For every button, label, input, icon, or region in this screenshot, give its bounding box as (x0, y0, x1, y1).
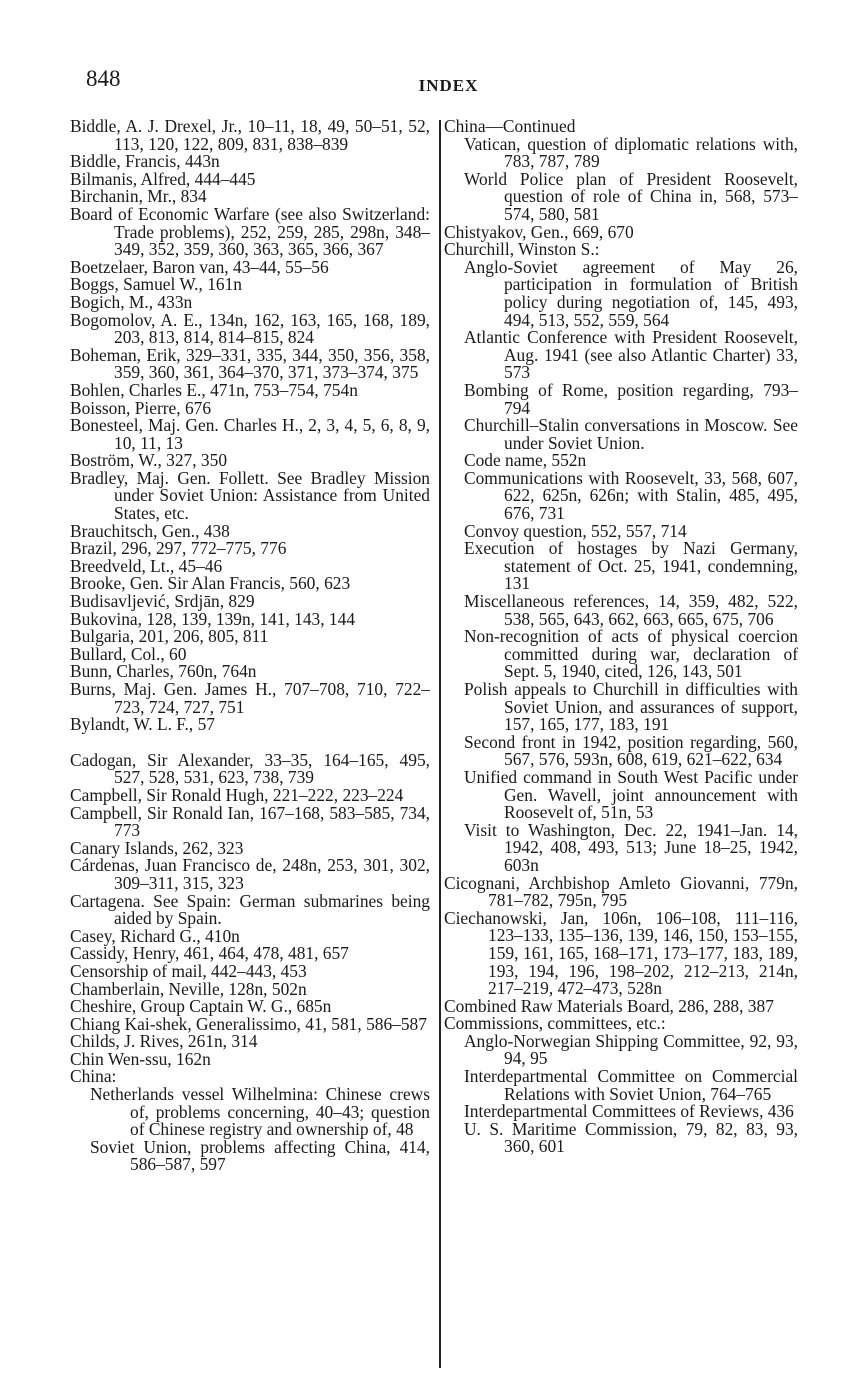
index-entry: Ciechanowski, Jan, 106n, 106–108, 111–116, 123–133, 135–136, 139, 146, 150, 153–155, 159, 161, 165, 168–171, 173–177, 183, 189, 193, 194, 196, 198–202, 212–213, 214n, 217–219, 472–473, 528n (444, 907, 798, 999)
index-entry: Bylandt, W. L. F., 57 (70, 714, 215, 735)
index-subentry: Interdepartmental Committees of Reviews, 436 (464, 1101, 794, 1122)
index-entry: Budisavljević, Srdjān, 829 (70, 591, 255, 612)
running-head: INDEX (418, 76, 479, 95)
page-number: 848 (86, 66, 121, 91)
index-left-column (70, 118, 430, 1174)
index-subentry: U. S. Maritime Commission, 79, 82, 83, 93, 360, 601 (464, 1118, 798, 1157)
index-entry: Cassidy, Henry, 461, 464, 478, 481, 657 (70, 943, 349, 964)
index-entry: Bonesteel, Maj. Gen. Charles H., 2, 3, 4, 5, 6, 8, 9, 10, 11, 13 (70, 415, 430, 453)
index-entry: Board of Economic Warfare (see also Switzerland: Trade problems), 252, 259, 285, 298n, 348–349, 352, 359, 360, 363, 365, 366, 367 (70, 203, 430, 260)
index-entry: Bogich, M., 433n (70, 291, 193, 312)
index-subentry: Anglo-Norwegian Shipping Committee, 92, 93, 94, 95 (464, 1030, 798, 1069)
index-entry: Bullard, Col., 60 (70, 643, 187, 664)
index-subentry: Second front in 1942, position regarding, 560, 567, 576, 593n, 608, 619, 621–622, 634 (464, 731, 798, 770)
index-entry: China—Continued (444, 116, 576, 136)
index-subentry: Polish appeals to Churchill in difficulties with Soviet Union, and assurances of support, 157, 165, 177, 183, 191 (464, 679, 798, 735)
index-entry: Chin Wen-ssu, 162n (70, 1048, 211, 1069)
index-subentry: Convoy question, 552, 557, 714 (464, 520, 687, 541)
index-subentry: Interdepartmental Committee on Commercial Relations with Soviet Union, 764–765 (464, 1066, 798, 1104)
index-entry: Brauchitsch, Gen., 438 (70, 520, 230, 541)
index-entry: Cartagena. See Spain: German submarines being aided by Spain. (70, 890, 430, 929)
index-entry: Chamberlain, Neville, 128n, 502n (70, 978, 307, 999)
index-entry: Commissions, committees, etc.: (444, 1013, 666, 1034)
index-entry: Cárdenas, Juan Francisco de, 248n, 253, 301, 302, 309–311, 315, 323 (70, 855, 430, 893)
index-subentry: Visit to Washington, Dec. 22, 1941–Jan. 14, 1942, 408, 493, 513; June 18–25, 1942, 603n (464, 819, 798, 875)
index-entry: Biddle, A. J. Drexel, Jr., 10–11, 18, 49, 50–51, 52, 113, 120, 122, 809, 831, 838–839 (70, 116, 430, 154)
index-entry: Chistyakov, Gen., 669, 670 (444, 221, 634, 242)
index-subentry: Non-recognition of acts of physical coercion committed during war, declaration of Sept. 5, 1940, cited, 126, 143, 501 (464, 626, 798, 682)
index-entry: Casey, Richard G., 410n (70, 925, 240, 946)
index-entry: Censorship of mail, 442–443, 453 (70, 960, 307, 981)
index-entry: Campbell, Sir Ronald Ian, 167–168, 583–585, 734, 773 (70, 802, 430, 841)
index-entry: Boggs, Samuel W., 161n (70, 274, 242, 295)
index-subentry: Miscellaneous references, 14, 359, 482, 522, 538, 565, 643, 662, 663, 665, 675, 706 (464, 591, 798, 629)
index-subentry: Code name, 552n (464, 450, 587, 471)
index-entry: Boström, W., 327, 350 (70, 450, 228, 471)
index-entry: Bunn, Charles, 760n, 764n (70, 661, 257, 682)
index-subentry: Vatican, question of diplomatic relations with, 783, 787, 789 (464, 133, 798, 172)
index-entry: Campbell, Sir Ronald Hugh, 221–222, 223–224 (70, 784, 404, 805)
index-entry: Bulgaria, 201, 206, 805, 811 (70, 626, 269, 647)
index-entry: Biddle, Francis, 443n (70, 151, 220, 172)
index-subentry: World Police plan of President Roosevelt, question of role of China in, 568, 573–574, 580, 581 (464, 168, 798, 224)
index-entry: Bukovina, 128, 139, 139n, 141, 143, 144 (70, 608, 356, 629)
index-subentry: Netherlands vessel Wilhelmina: Chinese crews of, problems concerning, 40–43; question of Chinese registry and ownership of, 48 (90, 1084, 430, 1140)
index-entry: China: (70, 1066, 117, 1087)
index-entry: Boisson, Pierre, 676 (70, 397, 212, 418)
index-entry: Boheman, Erik, 329–331, 335, 344, 350, 356, 358, 359, 360, 361, 364–370, 371, 373–374, 375 (70, 344, 430, 383)
index-entry: Brazil, 296, 297, 772–775, 776 (70, 538, 287, 559)
index-entry: Chiang Kai-shek, Generalissimo, 41, 581, 586–587 (70, 1013, 427, 1034)
index-subentry: Atlantic Conference with President Roosevelt, Aug. 1941 (see also Atlantic Charter) 33, 573 (464, 327, 798, 383)
index-entry: Churchill, Winston S.: (444, 239, 600, 260)
index-entry: Bogomolov, A. E., 134n, 162, 163, 165, 168, 189, 203, 813, 814, 814–815, 824 (70, 309, 430, 348)
index-subentry: Bombing of Rome, position regarding, 793–794 (464, 379, 798, 418)
index-entry: Cadogan, Sir Alexander, 33–35, 164–165, 495, 527, 528, 531, 623, 738, 739 (70, 749, 430, 788)
column-divider (439, 120, 441, 1368)
index-entry: Cicognani, Archbishop Amleto Giovanni, 779n, 781–782, 795n, 795 (444, 872, 798, 911)
index-entry: Breedveld, Lt., 45–46 (70, 555, 223, 576)
index-entry: Combined Raw Materials Board, 286, 288, 387 (444, 995, 774, 1016)
index-entry: Childs, J. Rives, 261n, 314 (70, 1031, 258, 1052)
index-right-column (444, 118, 798, 1156)
index-subentry: Churchill–Stalin conversations in Moscow. See under Soviet Union. (464, 415, 798, 453)
index-subentry: Anglo-Soviet agreement of May 26, participation in formulation of British policy during negotiation of, 145, 493, 494, 513, 552, 559, 564 (464, 256, 798, 330)
index-entry: Brooke, Gen. Sir Alan Francis, 560, 623 (70, 573, 351, 594)
index-entry: Bradley, Maj. Gen. Follett. See Bradley Mission under Soviet Union: Assistance from United States, etc. (70, 467, 430, 524)
index-entry: Canary Islands, 262, 323 (70, 837, 244, 858)
index-entry: Cheshire, Group Captain W. G., 685n (70, 996, 332, 1017)
index-subentry: Unified command in South West Pacific under Gen. Wavell, joint announcement with Roosevelt of, 51n, 53 (464, 766, 798, 823)
index-entry: Boetzelaer, Baron van, 43–44, 55–56 (70, 256, 329, 277)
index-subentry: Communications with Roosevelt, 33, 568, 607, 622, 625n, 626n; with Stalin, 485, 495, 676, 731 (464, 467, 798, 524)
index-entry: Birchanin, Mr., 834 (70, 186, 207, 207)
index-subentry: Soviet Union, problems affecting China, 414, 586–587, 597 (90, 1136, 430, 1175)
index-entry: Bilmanis, Alfred, 444–445 (70, 168, 256, 189)
index-entry: Burns, Maj. Gen. James H., 707–708, 710, 722–723, 724, 727, 751 (70, 679, 430, 717)
index-entry: Bohlen, Charles E., 471n, 753–754, 754n (70, 379, 358, 400)
index-subentry: Execution of hostages by Nazi Germany, statement of Oct. 25, 1941, condemning, 131 (464, 538, 798, 594)
